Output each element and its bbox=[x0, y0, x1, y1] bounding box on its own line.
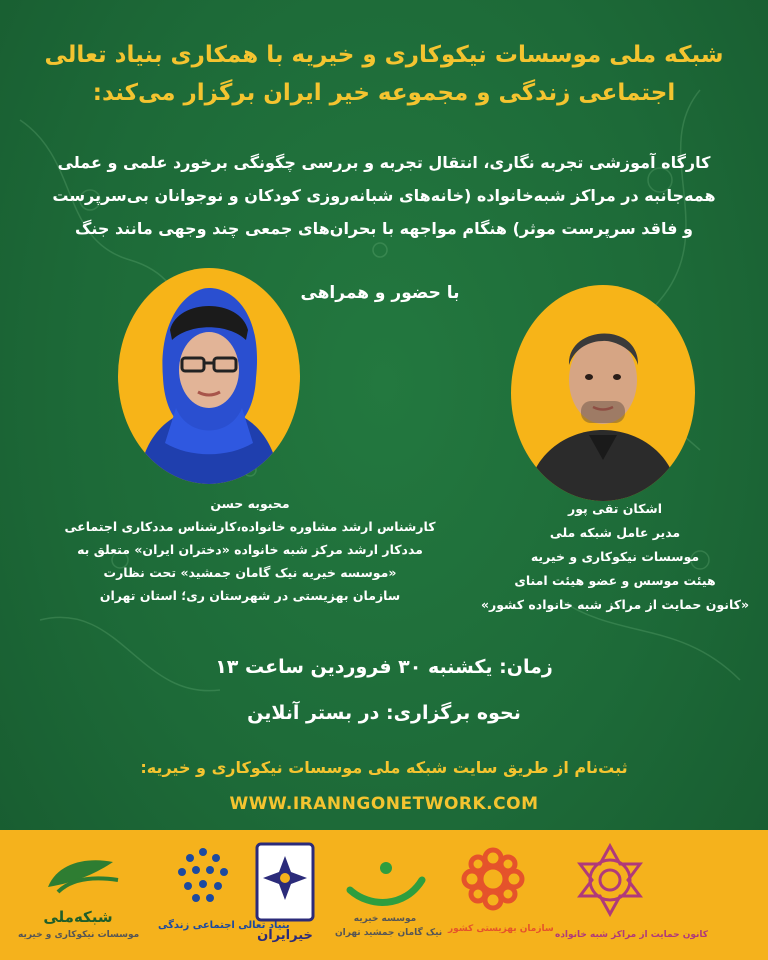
logo-kheiriran bbox=[250, 830, 320, 960]
speaker-bio-left bbox=[60, 492, 440, 607]
behzisti-flower-icon bbox=[458, 844, 528, 914]
speaker-bio-right bbox=[470, 497, 760, 617]
intro-line-1: کارگاه آموزشی تجربه نگاری، انتقال تجربه و بررسی چگونگی برخورد علمی و عملی bbox=[57, 153, 711, 172]
speaker-left-name: محبوبه حسن bbox=[210, 496, 290, 511]
heading-line-1: شبکه ملی موسسات نیکوکاری و خیریه با همکاری بنیاد تعالی bbox=[44, 42, 724, 68]
intro-line-2: همه‌جانبه در مراکز شبه‌خانواده (خانه‌های شبانه‌روزی کودکان و نوجوانان بی‌سرپرست bbox=[52, 186, 716, 205]
event-mode: نحوه برگزاری: در بستر آنلاین bbox=[247, 702, 521, 724]
bonyad-logo-title: بنیاد تعالی اجتماعی زندگی bbox=[158, 920, 290, 931]
network-logo-subtitle: موسسات نیکوکاری و خیریه bbox=[18, 930, 140, 940]
speaker-photo-right bbox=[511, 285, 695, 501]
logo-network bbox=[18, 830, 138, 960]
kheiriran-logo-title: خیرایران bbox=[257, 928, 313, 943]
heading-line-2: اجتماعی زندگی و مجموعه خیر ایران برگزار می‌کند: bbox=[92, 80, 676, 106]
workshop-description bbox=[30, 146, 738, 245]
logo-kanoon bbox=[555, 830, 709, 960]
with-presence-label: با حضور و همراهی bbox=[300, 283, 460, 303]
speaker-right-name: اشکان تقی پور bbox=[568, 501, 662, 516]
bonyad-dots-icon bbox=[168, 842, 238, 912]
speaker-photo-left bbox=[118, 268, 300, 484]
speaker-left-line-2: کارشناس ارشد مشاوره خانواده،کارشناس مددکاری اجتماعی bbox=[64, 519, 436, 534]
speaker-right-line-5: «کانون حمایت از مراکز شبه خانواده کشور» bbox=[480, 597, 750, 612]
speaker-right-line-3: موسسات نیکوکاری و خیریه bbox=[530, 549, 700, 564]
behzisti-logo-title: سازمان بهزیستی کشور bbox=[448, 924, 554, 934]
jamshid-swoosh-icon bbox=[340, 850, 430, 910]
main-heading bbox=[20, 36, 748, 112]
logo-behzisti bbox=[448, 830, 554, 960]
event-time: زمان: یکشنبه ۳۰ فروردین ساعت ۱۳ bbox=[215, 656, 553, 678]
network-logo-title: شبکه‌ملی bbox=[43, 908, 113, 926]
woman-portrait-icon bbox=[118, 268, 300, 484]
jamshid-logo-line-2: نیک گامان جمشید تهران bbox=[335, 928, 443, 938]
speaker-right-line-4: هیئت موسس و عضو هیئت امنای bbox=[514, 573, 716, 588]
kanoon-logo-title: کانون حمایت از مراکز شبه خانواده bbox=[555, 930, 709, 940]
speaker-left-line-5: سازمان بهزیستی در شهرستان ری؛ استان تهران bbox=[99, 588, 401, 603]
registration-text: ثبت‌نام از طریق سایت شبکه ملی موسسات نیکوکاری و خیریه: bbox=[140, 758, 628, 777]
man-portrait-icon bbox=[511, 285, 695, 501]
kheiriran-star-icon bbox=[255, 842, 315, 922]
network-leaf-icon bbox=[18, 842, 138, 912]
jamshid-logo-line-1: موسسه خیریه bbox=[353, 914, 417, 924]
speaker-right-line-2: مدیر عامل شبکه ملی bbox=[549, 525, 681, 540]
website-link[interactable]: WWW.IRANNGONETWORK.COM bbox=[229, 794, 539, 814]
speaker-left-line-4: «موسسه خیریه نیک گامان جمشید» تحت نظارت bbox=[103, 565, 397, 580]
logo-jamshid bbox=[335, 830, 443, 960]
speaker-left-line-3: مددکار ارشد مرکز شبه خانواده «دختران ایران» متعلق به bbox=[77, 542, 423, 557]
kanoon-rosette-icon bbox=[570, 840, 650, 920]
logo-bar bbox=[0, 830, 768, 960]
intro-line-3: و فاقد سرپرست موثر) هنگام مواجهه با بحران‌های جمعی چند وجهی مانند جنگ bbox=[75, 219, 693, 238]
